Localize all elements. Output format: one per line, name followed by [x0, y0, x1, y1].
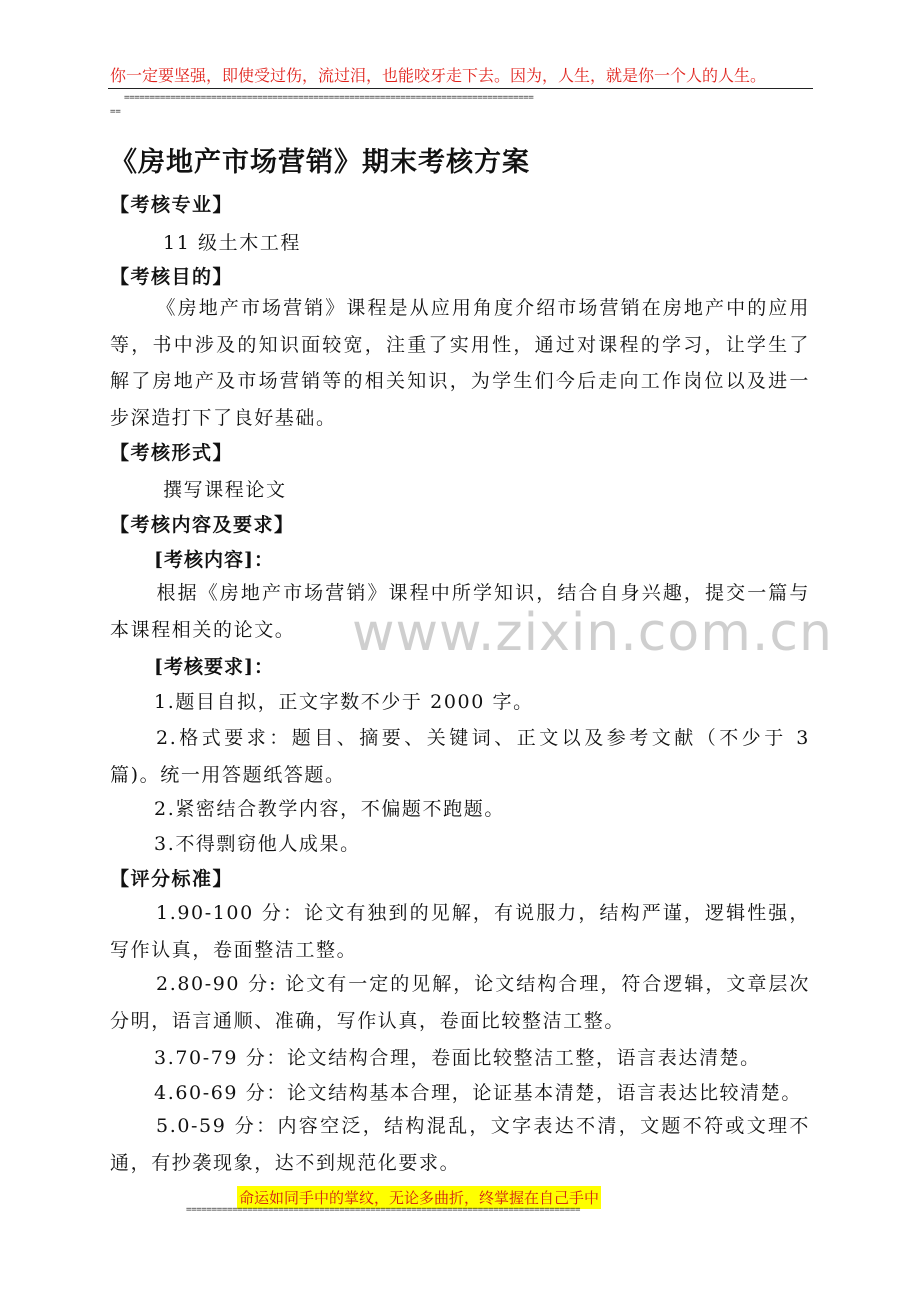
section-heading-form: 【考核形式】: [110, 442, 234, 464]
grading-item-text: 5.0-59 分：内容空泛，结构混乱，文字表达不清，文题不符或文理不通，有抄袭现象，达不到规范化要求。: [110, 1115, 810, 1174]
watermark: www.zixin.com.cn: [352, 603, 833, 663]
grading-item: 4.60-69 分：论文结构基本合理，论证基本清楚，语言表达比较清楚。: [154, 1082, 802, 1104]
section-heading-content: 【考核内容及要求】: [110, 514, 295, 536]
section-heading-major: 【考核专业】: [110, 194, 234, 216]
requirement-item: 2.紧密结合教学内容，不偏题不跑题。: [154, 798, 505, 820]
header-separator: ================================================================================: [124, 93, 534, 103]
header-motto: 你一定要坚强，即使受过伤，流过泪，也能咬牙走下去。因为，人生，就是你一个人的人生。: [110, 66, 767, 85]
footer-motto: 命运如同手中的掌纹，无论多曲折，终掌握在自己手中: [237, 1186, 601, 1209]
grading-item-text: 1.90-100 分：论文有独到的见解，有说服力，结构严谨，逻辑性强，写作认真，卷面整洁工整。: [110, 902, 810, 961]
section-heading-grading: 【评分标准】: [110, 868, 234, 890]
header-separator-tail: ==: [110, 107, 121, 117]
grading-item-text: 2.80-90 分: 论文有一定的见解，论文结构合理，符合逻辑，文章层次分明，语言通顺、准确，写作认真，卷面比较整洁工整。: [110, 973, 810, 1032]
purpose-paragraph: [110, 290, 810, 436]
requirement-item-text: 2.格式要求：题目、摘要、关键词、正文以及参考文献（不少于 3 篇)。统一用答题纸答题。: [110, 727, 810, 786]
content-paragraph: [110, 575, 810, 648]
document-title: 《房地产市场营销》期末考核方案: [110, 147, 530, 178]
content-paragraph-text: 根据《房地产市场营销》课程中所学知识，结合自身兴趣，提交一篇与本课程相关的论文。: [110, 582, 810, 641]
content-label: [考核内容]：: [154, 549, 274, 571]
requirement-item: 3.不得剽窃他人成果。: [154, 833, 361, 855]
purpose-paragraph-text: 《房地产市场营销》课程是从应用角度介绍市场营销在房地产中的应用等，书中涉及的知识面较宽，注重了实用性，通过对课程的学习，让学生了解了房地产及市场营销等的相关知识，为学生们今后走向工作岗位以及进一步深造打下了良好基础。: [110, 297, 810, 429]
section-heading-purpose: 【考核目的】: [110, 266, 234, 288]
footer-separator: =============================================================================: [186, 1205, 581, 1215]
form-text: 撰写课程论文: [163, 479, 287, 501]
grading-item: [110, 1108, 810, 1181]
grading-item: [110, 966, 810, 1039]
requirement-item: 1.题目自拟，正文字数不少于 2000 字。: [154, 691, 534, 713]
major-text: 11 级土木工程: [163, 232, 302, 254]
header-rule: [108, 88, 813, 89]
requirement-item: [110, 720, 810, 793]
grading-item: 3.70-79 分：论文结构合理，卷面比较整洁工整，语言表达清楚。: [154, 1047, 761, 1069]
grading-item: [110, 895, 810, 968]
requirements-label: [考核要求]：: [154, 656, 274, 678]
